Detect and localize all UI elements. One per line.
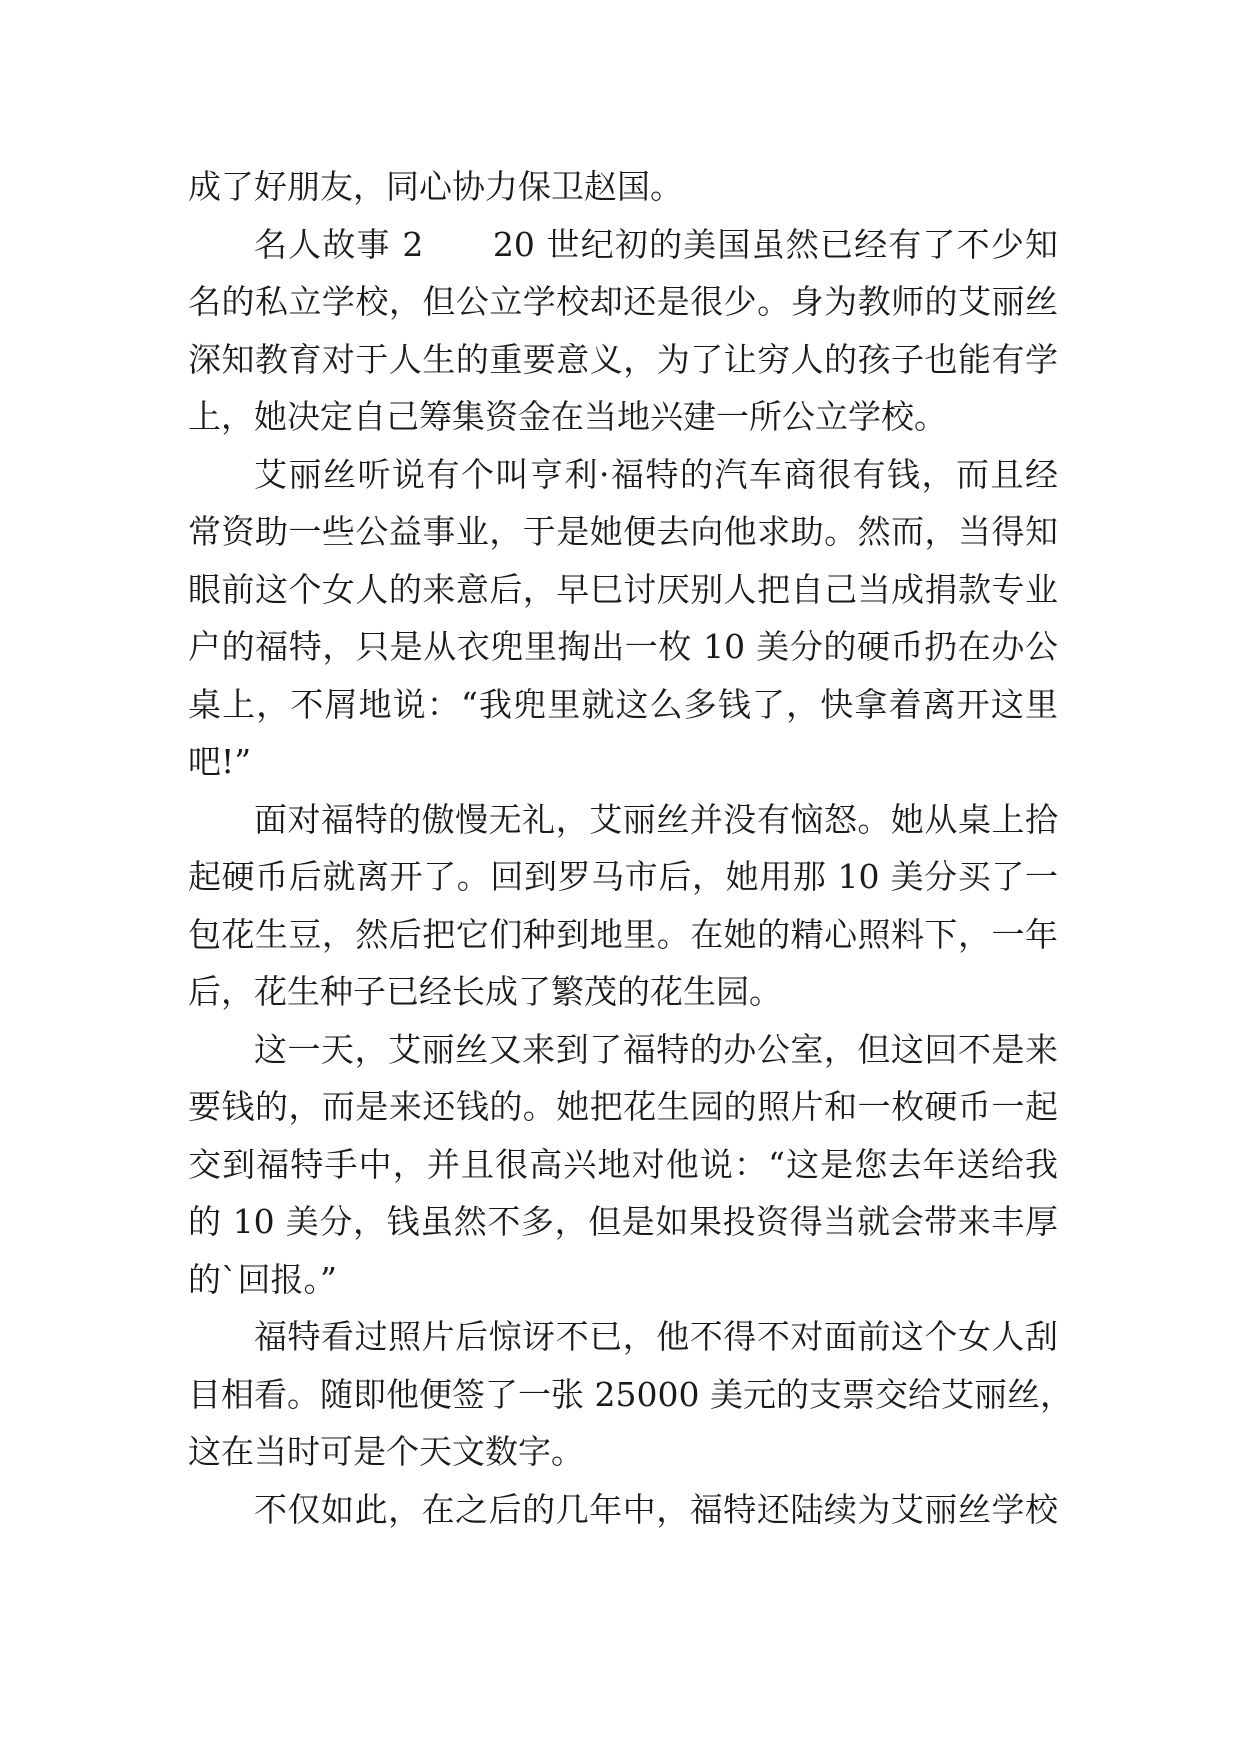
paragraph-first-line: 名人故事 2 20 世纪初的美国虽然已经有了不少知: [254, 224, 1058, 264]
text-line: 常资助一些公益事业，于是她便去向他求助。然而，当得知: [188, 512, 1058, 551]
paragraph-first-line: 艾丽丝听说有个叫亨利·福特的汽车商很有钱，而且经: [254, 454, 1058, 494]
text-line: 成了好朋友，同心协力保卫赵国。: [188, 167, 683, 206]
text-line: 名的私立学校，但公立学校却还是很少。身为教师的艾丽丝: [188, 282, 1058, 321]
text-line: 上，她决定自己筹集资金在当地兴建一所公立学校。: [188, 397, 947, 436]
text-line: 交到福特手中，并且很高兴地对他说：“这是您去年送给我: [188, 1144, 1058, 1184]
text-line: 这在当时可是个天文数字。: [188, 1432, 584, 1471]
paragraph-first-line: 这一天，艾丽丝又来到了福特的办公室，但这回不是来: [254, 1029, 1058, 1069]
text-line: 桌上，不屑地说：“我兜里就这么多钱了，快拿着离开这里: [188, 684, 1058, 724]
paragraph-first-line: 面对福特的傲慢无礼，艾丽丝并没有恼怒。她从桌上拾: [254, 799, 1058, 839]
text-line: 户的福特，只是从衣兜里掏出一枚 10 美分的硬币扔在办公: [188, 627, 1058, 666]
text-line: 的 10 美分，钱虽然不多，但是如果投资得当就会带来丰厚: [188, 1202, 1058, 1241]
text-line: 起硬币后就离开了。回到罗马市后，她用那 10 美分买了一: [188, 857, 1058, 896]
text-line: 吧!”: [188, 742, 252, 781]
text-line: 目相看。随即他便签了一张 25000 美元的支票交给艾丽丝，: [188, 1374, 1073, 1414]
document-body: [188, 158, 1073, 1538]
text-line: 的`回报。”: [188, 1259, 337, 1299]
text-line: 后，花生种子已经长成了繁茂的花生园。: [188, 972, 782, 1011]
text-line: 包花生豆，然后把它们种到地里。在她的精心照料下，一年: [188, 914, 1058, 954]
text-line: 要钱的，而是来还钱的。她把花生园的照片和一枚硬币一起: [188, 1087, 1058, 1126]
paragraph-first-line: 不仅如此，在之后的几年中，福特还陆续为艾丽丝学校: [254, 1489, 1058, 1529]
text-line: 眼前这个女人的来意后，早巳讨厌别人把自己当成捐款专业: [188, 569, 1058, 609]
text-line: 深知教育对于人生的重要意义，为了让穷人的孩子也能有学: [188, 339, 1058, 379]
paragraph-first-line: 福特看过照片后惊讶不已，他不得不对面前这个女人刮: [254, 1317, 1058, 1356]
